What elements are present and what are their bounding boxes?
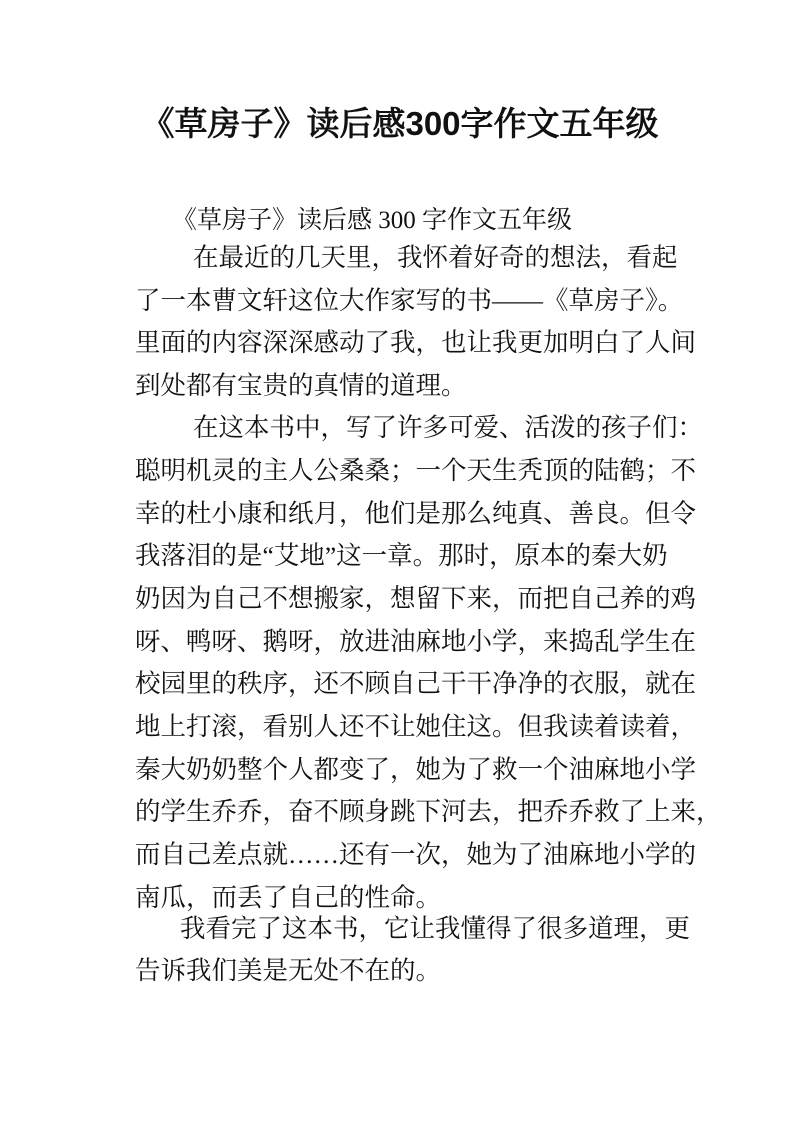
document-subtitle: 《草房子》读后感 300 字作文五年级 — [172, 207, 573, 234]
text-line: 了一本曹文轩这位大作家写的书——《草房子》。 — [135, 286, 684, 315]
text-line: 幸的杜小康和纸月，他们是那么纯真、善良。但令 — [135, 499, 697, 528]
text-line: 我看完了这本书，它让我懂得了很多道理，更 — [180, 914, 691, 943]
text-line: 在最近的几天里，我怀着好奇的想法，看起 — [193, 243, 678, 272]
text-line: 我落泪的是“艾地”这一章。那时，原本的秦大奶 — [135, 541, 668, 570]
document-title: 《草房子》读后感300字作文五年级 — [141, 105, 659, 142]
text-line: 奶因为自己不想搬家，想留下来，而把自己养的鸡 — [135, 584, 697, 613]
text-line: 在这本书中，写了许多可爱、活泼的孩子们： — [193, 413, 704, 442]
text-line: 到处都有宝贵的真情的道理。 — [135, 371, 467, 400]
text-line: 南瓜，而丢了自己的性命。 — [135, 883, 442, 912]
text-line: 的学生乔乔，奋不顾身跳下河去，把乔乔救了上来， — [135, 797, 722, 826]
text-line: 聪明机灵的主人公桑桑；一个天生秃顶的陆鹤；不 — [135, 456, 697, 485]
text-line: 呀、鸭呀、鹅呀，放进油麻地小学，来捣乱学生在 — [135, 627, 697, 656]
text-line: 秦大奶奶整个人都变了，她为了救一个油麻地小学 — [135, 755, 697, 784]
text-line: 校园里的秩序，还不顾自己干干净净的衣服，就在 — [135, 669, 697, 698]
text-line: 地上打滚，看别人还不让她住这。但我读着读着， — [135, 712, 697, 741]
text-line: 而自己差点就……还有一次，她为了油麻地小学的 — [135, 840, 697, 869]
text-line: 告诉我们美是无处不在的。 — [135, 956, 442, 985]
text-line: 里面的内容深深感动了我，也让我更加明白了人间 — [135, 328, 697, 357]
